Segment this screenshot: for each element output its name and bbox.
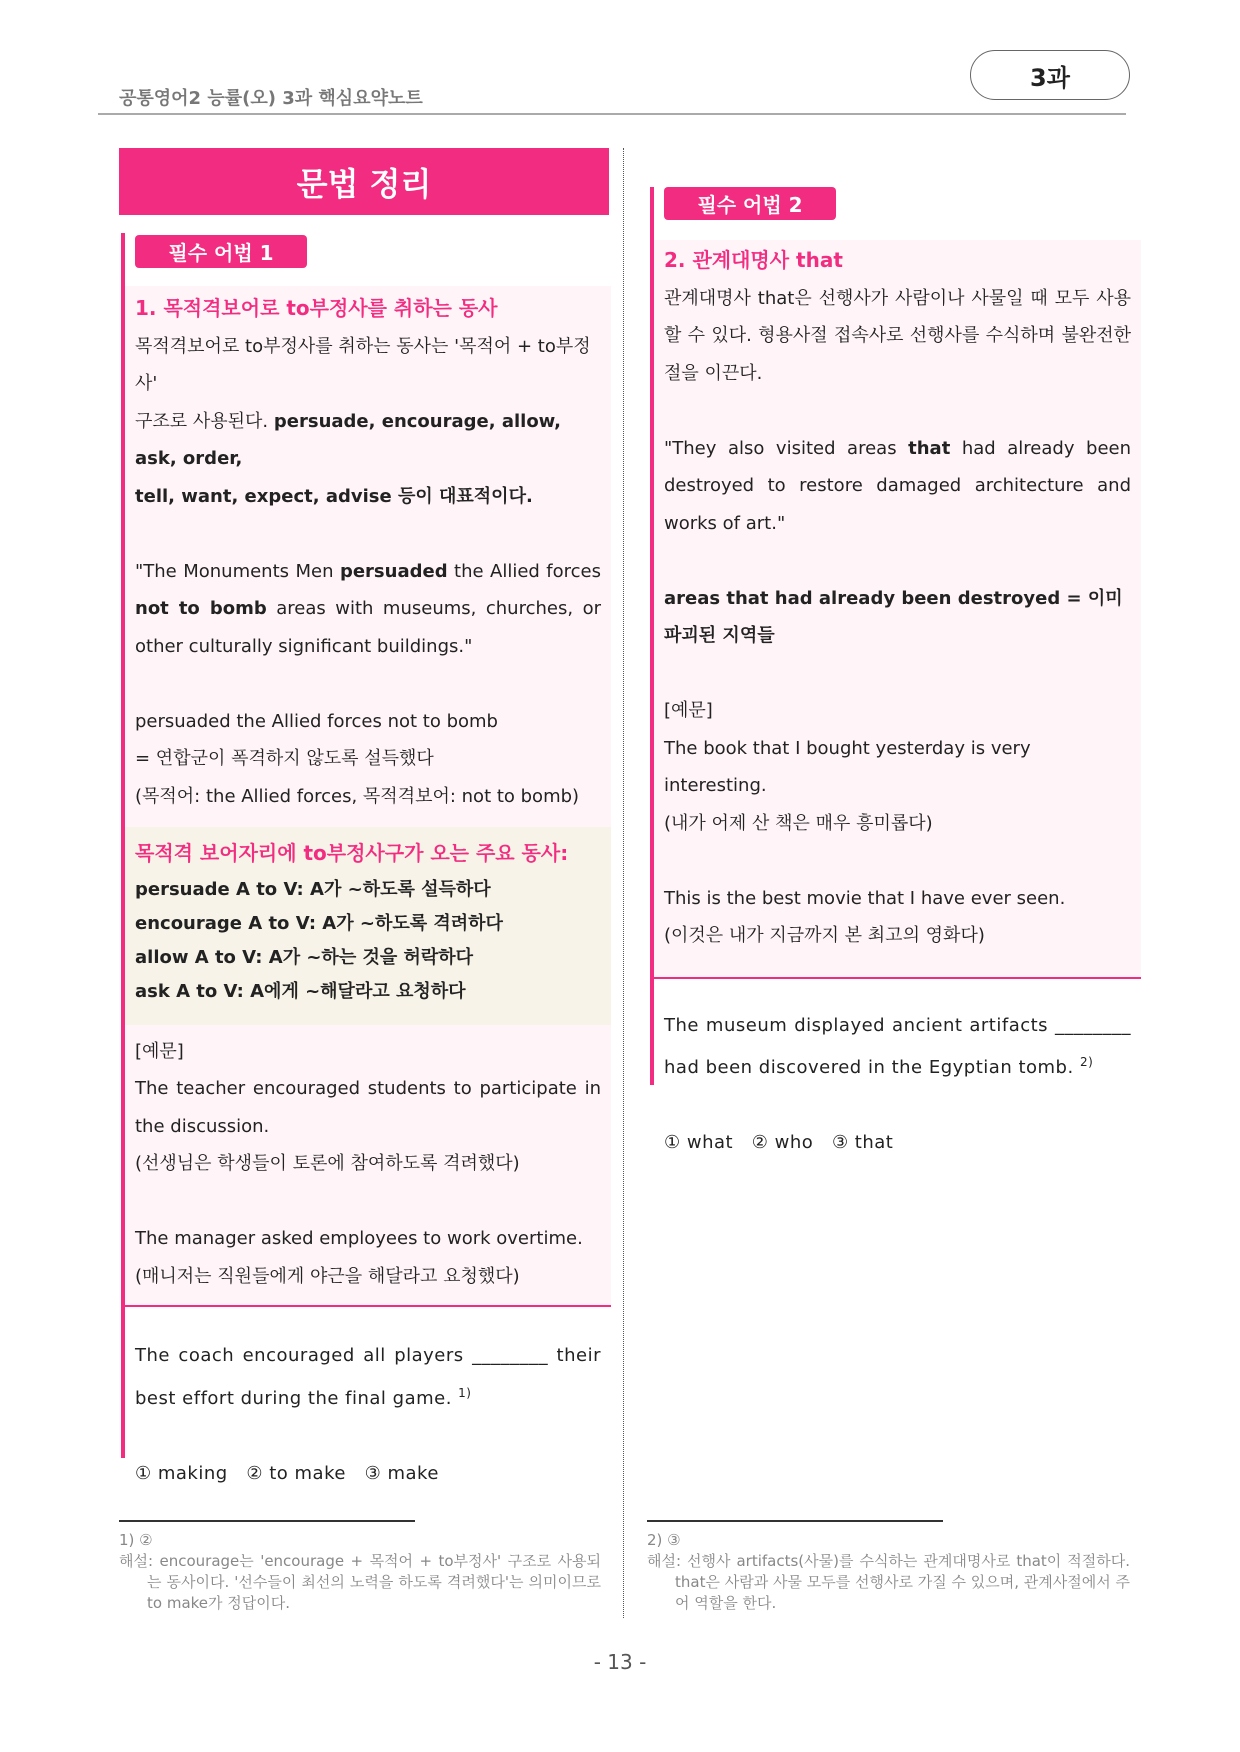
example-label: [예문]	[664, 700, 713, 721]
analysis-line: persuaded the Allied forces not to bomb	[135, 710, 498, 732]
verb-item: encourage A to V: A가 ~하도록 격려하다	[135, 912, 503, 934]
analysis-line: (목적어: the Allied forces, 목적격보어: not to bomb)	[135, 785, 580, 807]
examples-section	[125, 1025, 611, 1308]
verb-item: ask A to V: A에게 ~해달라고 요청하다	[135, 980, 466, 1002]
footnote-text: 해설: encourage는 'encourage + 목적어 + to부정사' 구조로 사용되는 동사이다. '선수들이 최선의 노력을 하도록 격려했다'는 의미이므로 to make가 정답이다.	[119, 1552, 601, 1612]
example-translation: (내가 어제 산 책은 매우 흥미롭다)	[664, 812, 933, 834]
grammar-badge-1: 필수 어법 1	[135, 235, 307, 268]
footnote-text: 해설: 선행사 artifacts(사물)를 수식하는 관계대명사로 that이 적절하다. that은 사람과 사물 모두를 선행사로 가질 수 있으며, 관계사절에서 주어 역할을 한다.	[647, 1552, 1130, 1612]
desc-verbs: tell, want, expect, advise 등이 대표적이다.	[135, 485, 533, 507]
example-sentence: The teacher encouraged students to participate in the discussion.	[135, 1078, 601, 1137]
header-title: 공통영어2 능률(오) 3과 핵심요약노트	[119, 88, 423, 109]
page-number: - 13 -	[593, 1650, 647, 1674]
option[interactable]: ② to make	[246, 1462, 346, 1484]
key-verbs-box	[125, 827, 611, 1025]
example-label: [예문]	[135, 1040, 184, 1062]
option[interactable]: ③ that	[831, 1132, 894, 1153]
right-column	[650, 187, 1141, 1153]
option[interactable]: ③ make	[364, 1462, 439, 1484]
example-translation: (이것은 내가 지금까지 본 최고의 영화다)	[664, 925, 985, 946]
quote: "The Monuments Men persuaded the Allied forces not to bomb areas with museums, churches, or other culturally significant buildings."	[135, 560, 601, 657]
desc-verbs: persuade, encourage, allow, ask, order,	[135, 410, 561, 469]
footnote-ref: 2)	[1079, 1055, 1094, 1069]
quiz-question: The coach encouraged all players ________ their best effort during the final game.	[135, 1345, 601, 1409]
analysis-line: areas that had already been destroyed = 이미 파괴된 지역들	[664, 587, 1123, 646]
quiz-options	[135, 1455, 601, 1493]
description	[135, 328, 601, 516]
grammar-badge-2: 필수 어법 2	[664, 187, 836, 220]
footnote-ref: 1)	[458, 1385, 472, 1400]
left-column	[121, 233, 611, 1484]
option[interactable]: ② who	[751, 1132, 814, 1153]
quiz-2	[654, 1007, 1141, 1162]
section-heading: 2. 관계대명사 that	[664, 248, 843, 272]
grammar-section-1	[125, 286, 611, 827]
footnote-2	[647, 1530, 1130, 1614]
footnote-rule	[119, 1520, 415, 1522]
quiz-options	[664, 1124, 1131, 1162]
desc-line: 목적격보어로 to부정사를 취하는 동사는 '목적어 + to부정사'	[135, 335, 591, 394]
main-title: 문법 정리	[119, 148, 609, 215]
verb-item: allow A to V: A가 ~하는 것을 허락하다	[135, 946, 474, 968]
quiz-1	[125, 1337, 611, 1492]
quiz-question: The museum displayed ancient artifacts ________ had been discovered in the Egyptian tomb.	[664, 1014, 1131, 1078]
footnote-rule	[647, 1520, 943, 1522]
desc-line: 구조로 사용된다.	[135, 410, 274, 432]
example-translation: (선생님은 학생들이 토론에 참여하도록 격려했다)	[135, 1153, 520, 1174]
footnote-1	[119, 1530, 601, 1614]
example-sentence: The manager asked employees to work overtime.	[135, 1228, 583, 1249]
header-divider	[98, 113, 1126, 115]
quote: "They also visited areas that had already been destroyed to restore damaged architecture and works of art."	[664, 437, 1131, 534]
column-divider	[623, 148, 624, 1618]
analysis-line: = 연합군이 폭격하지 않도록 설득했다	[135, 748, 434, 769]
verb-item: persuade A to V: A가 ~하도록 설득하다	[135, 878, 491, 900]
box-heading: 목적격 보어자리에 to부정사구가 오는 주요 동사:	[135, 841, 569, 865]
footnote-answer: 1) ②	[119, 1531, 153, 1549]
example-sentence: The book that I bought yesterday is very interesting.	[664, 737, 1031, 796]
option[interactable]: ① what	[664, 1132, 734, 1153]
example-sentence: This is the best movie that I have ever seen.	[664, 887, 1066, 909]
footnote-answer: 2) ③	[647, 1531, 681, 1549]
option[interactable]: ① making	[135, 1462, 228, 1484]
example-translation: (매니저는 직원들에게 야근을 해달라고 요청했다)	[135, 1265, 520, 1287]
lesson-badge: 3과	[970, 50, 1130, 100]
grammar-section-2	[654, 240, 1141, 979]
section-heading: 1. 목적격보어로 to부정사를 취하는 동사	[135, 296, 498, 320]
description: 관계대명사 that은 선행사가 사람이나 사물일 때 모두 사용할 수 있다. 형용사절 접속사로 선행사를 수식하며 불완전한 절을 이끈다.	[664, 287, 1131, 384]
